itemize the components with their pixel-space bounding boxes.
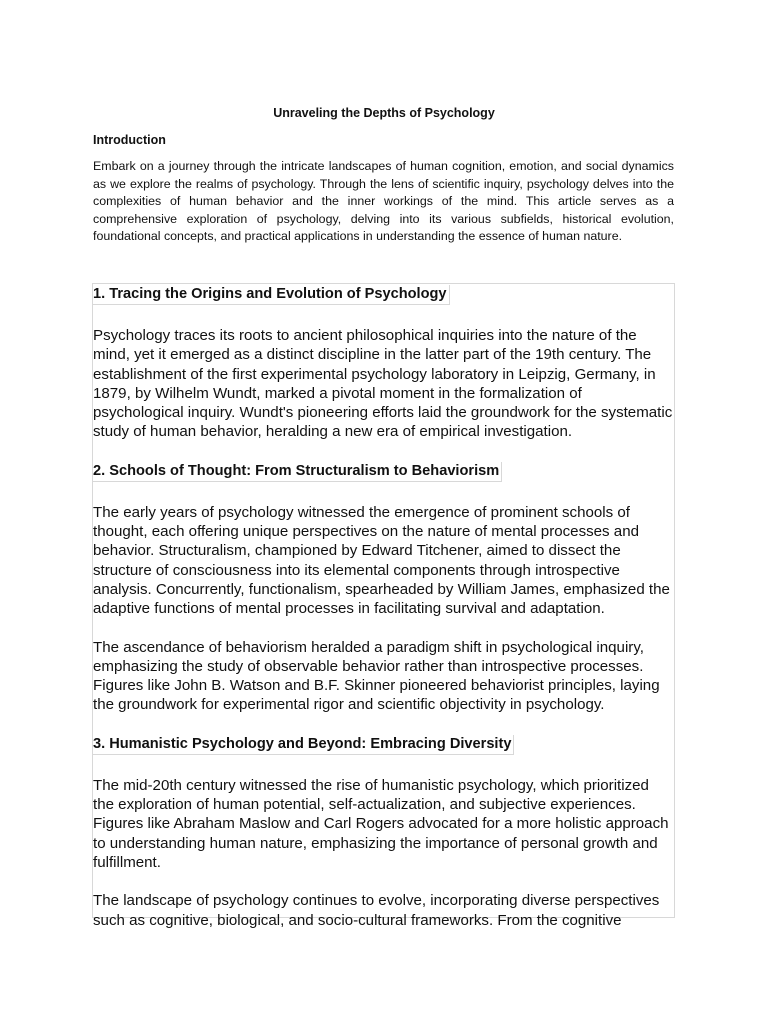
section-2-paragraph-1: The early years of psychology witnessed the emergence of prominent schools of thought, each offering unique perspectives on the nature of mental processes and behavior. Structuralism, championed by Edward Titchener, aimed to dissect the structure of consciousness into its elemental components through introspective analysis. Concurrently, functionalism, spearheaded by William James, emphasized the adaptive functions of mental processes in facilitating survival and adaptation. — [93, 503, 670, 618]
section-3-paragraph-1: The mid-20th century witnessed the rise of humanistic psychology, which prioritized the exploration of human potential, self-actualization, and subjective experiences. Figures like Abraham Maslow and Carl Rogers advocated for a more holistic approach to understanding human nature, emphasizing the importance of personal growth and fulfillment. — [93, 776, 669, 871]
introduction-heading: Introduction — [93, 133, 166, 147]
section-2-heading: 2. Schools of Thought: From Structuralism to Behaviorism — [93, 462, 502, 482]
section-3-paragraph-2: The landscape of psychology continues to evolve, incorporating diverse perspectives such as cognitive, biological, and socio-cultural frameworks. From the cognitive — [93, 892, 660, 929]
section-2-paragraph-2: The ascendance of behaviorism heralded a paradigm shift in psychological inquiry, emphasizing the study of observable behavior rather than introspective processes. Figures like John B. Watson and B.F. Skinner pioneered behaviorist principles, laying the groundwork for experimental rigor and scientific objectivity in psychology. — [93, 638, 660, 714]
section-1-heading: 1. Tracing the Origins and Evolution of Psychology — [93, 285, 450, 305]
section-3-heading: 3. Humanistic Psychology and Beyond: Embracing Diversity — [93, 735, 514, 755]
section-1-paragraph-1: Psychology traces its roots to ancient philosophical inquiries into the nature of the mind, yet it emerged as a distinct discipline in the latter part of the 19th century. The establishment of the first experimental psychology laboratory in Leipzig, Germany, in 1879, by Wilhelm Wundt, marked a pivotal moment in the formalization of psychological inquiry. Wundt's pioneering efforts laid the groundwork for the systematic study of human behavior, heralding a new era of empirical investigation. — [93, 327, 673, 441]
content-body — [93, 284, 674, 930]
introduction-paragraph: Embark on a journey through the intricate landscapes of human cognition, emotion, and social dynamics as we explore the realms of psychology. Through the lens of scientific inquiry, psychology delves into the complexities of human behavior and the inner workings of the mind. This article serves as a comprehensive exploration of psychology, delving into its various subfields, historical evolution, foundational concepts, and practical applications in understanding the essence of human nature. — [93, 159, 674, 244]
document-title: Unraveling the Depths of Psychology — [273, 106, 495, 120]
content-text-box — [92, 283, 675, 929]
